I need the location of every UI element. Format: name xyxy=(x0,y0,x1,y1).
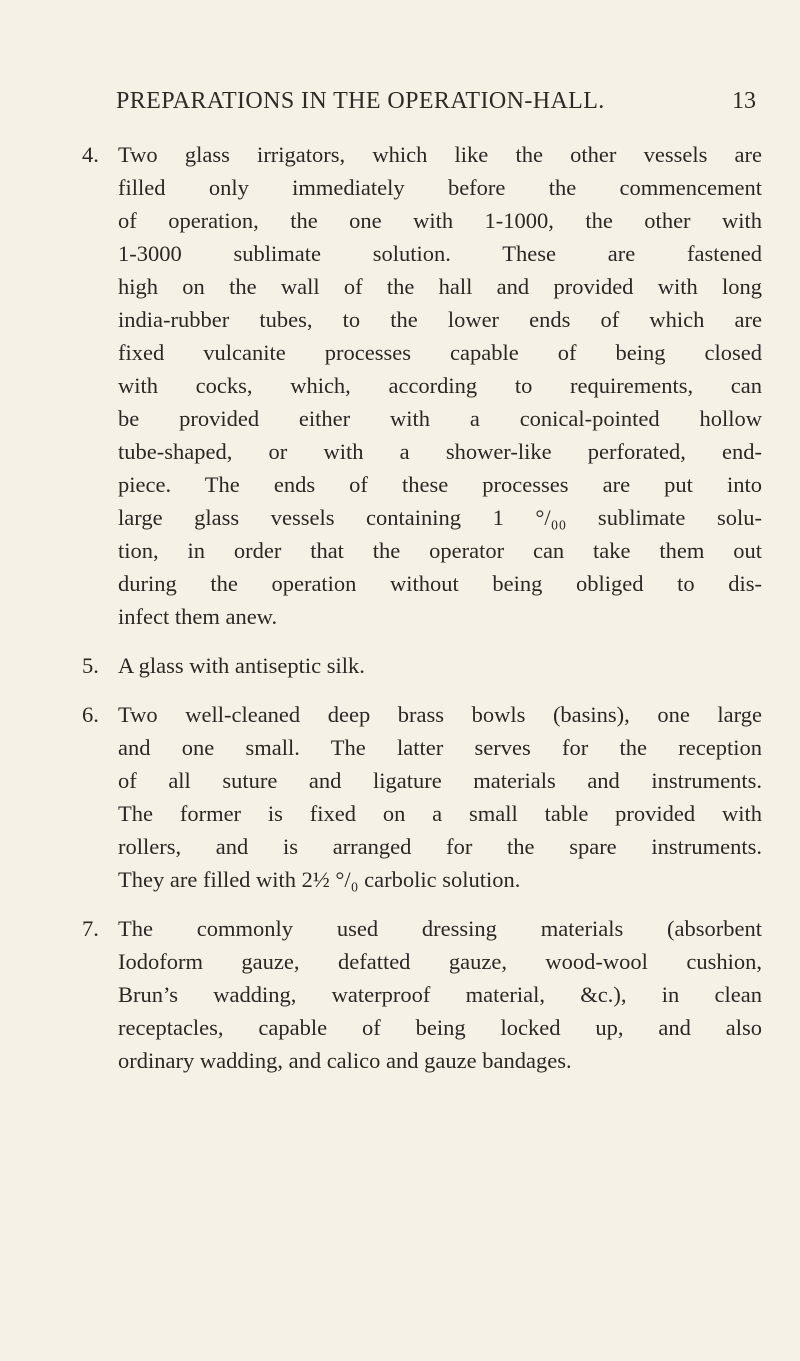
item-text xyxy=(118,912,762,1077)
text-line: A glass with antiseptic silk. xyxy=(118,653,365,678)
list-item-7 xyxy=(82,912,762,1077)
text-line: rollers, and is arranged for the spare instruments. xyxy=(118,834,762,859)
text-line: india-rubber tubes, to the lower ends of which are xyxy=(118,307,762,332)
text-line: be provided either with a conical-pointed hollow xyxy=(118,406,762,431)
text-line: The commonly used dressing materials (absorbent xyxy=(118,916,762,941)
item-text xyxy=(118,698,762,896)
text-line: during the operation without being obliged to dis- xyxy=(118,571,762,596)
list-item-4 xyxy=(82,138,762,633)
item-number: 6. xyxy=(82,702,99,727)
text-line: infect them anew. xyxy=(118,604,278,629)
running-title: PREPARATIONS IN THE OPERATION-HALL. xyxy=(116,88,605,114)
text-line: fixed vulcanite processes capable of being closed xyxy=(118,340,762,365)
text-line: of operation, the one with 1-1000, the other with xyxy=(118,208,762,233)
text-line: of all suture and ligature materials and instruments. xyxy=(118,768,762,793)
text-line: They are filled with 2½ °/₀ carbolic solution. xyxy=(118,867,521,892)
text-line: high on the wall of the hall and provided with long xyxy=(118,274,762,299)
item-number: 7. xyxy=(82,916,99,941)
list-item-5 xyxy=(82,649,762,682)
page-number: 13 xyxy=(732,88,756,114)
item-text xyxy=(118,138,762,633)
text-line: and one small. The latter serves for the reception xyxy=(118,735,762,760)
text-line: with cocks, which, according to requirements, can xyxy=(118,373,762,398)
text-line: Two glass irrigators, which like the other vessels are xyxy=(118,142,762,167)
text-line: piece. The ends of these processes are put into xyxy=(118,472,762,497)
body-text xyxy=(82,138,762,1093)
text-line: large glass vessels containing 1 °/₀₀ sublimate solu- xyxy=(118,505,762,530)
text-line: 1-3000 sublimate solution. These are fastened xyxy=(118,241,762,266)
text-line: receptacles, capable of being locked up, and also xyxy=(118,1015,762,1040)
text-line: tion, in order that the operator can take them out xyxy=(118,538,762,563)
text-line: Brun’s wadding, waterproof material, &c.), in clean xyxy=(118,982,762,1007)
text-line: tube-shaped, or with a shower-like perforated, end- xyxy=(118,439,762,464)
item-number: 4. xyxy=(82,142,99,167)
item-text xyxy=(118,649,762,682)
item-number: 5. xyxy=(82,653,99,678)
text-line: Iodoform gauze, defatted gauze, wood-wool cushion, xyxy=(118,949,762,974)
running-head xyxy=(116,88,756,122)
text-line: ordinary wadding, and calico and gauze bandages. xyxy=(118,1048,572,1073)
list-item-6 xyxy=(82,698,762,896)
text-line: Two well-cleaned deep brass bowls (basins), one large xyxy=(118,702,762,727)
text-line: filled only immediately before the commencement xyxy=(118,175,762,200)
text-line: The former is fixed on a small table provided with xyxy=(118,801,762,826)
